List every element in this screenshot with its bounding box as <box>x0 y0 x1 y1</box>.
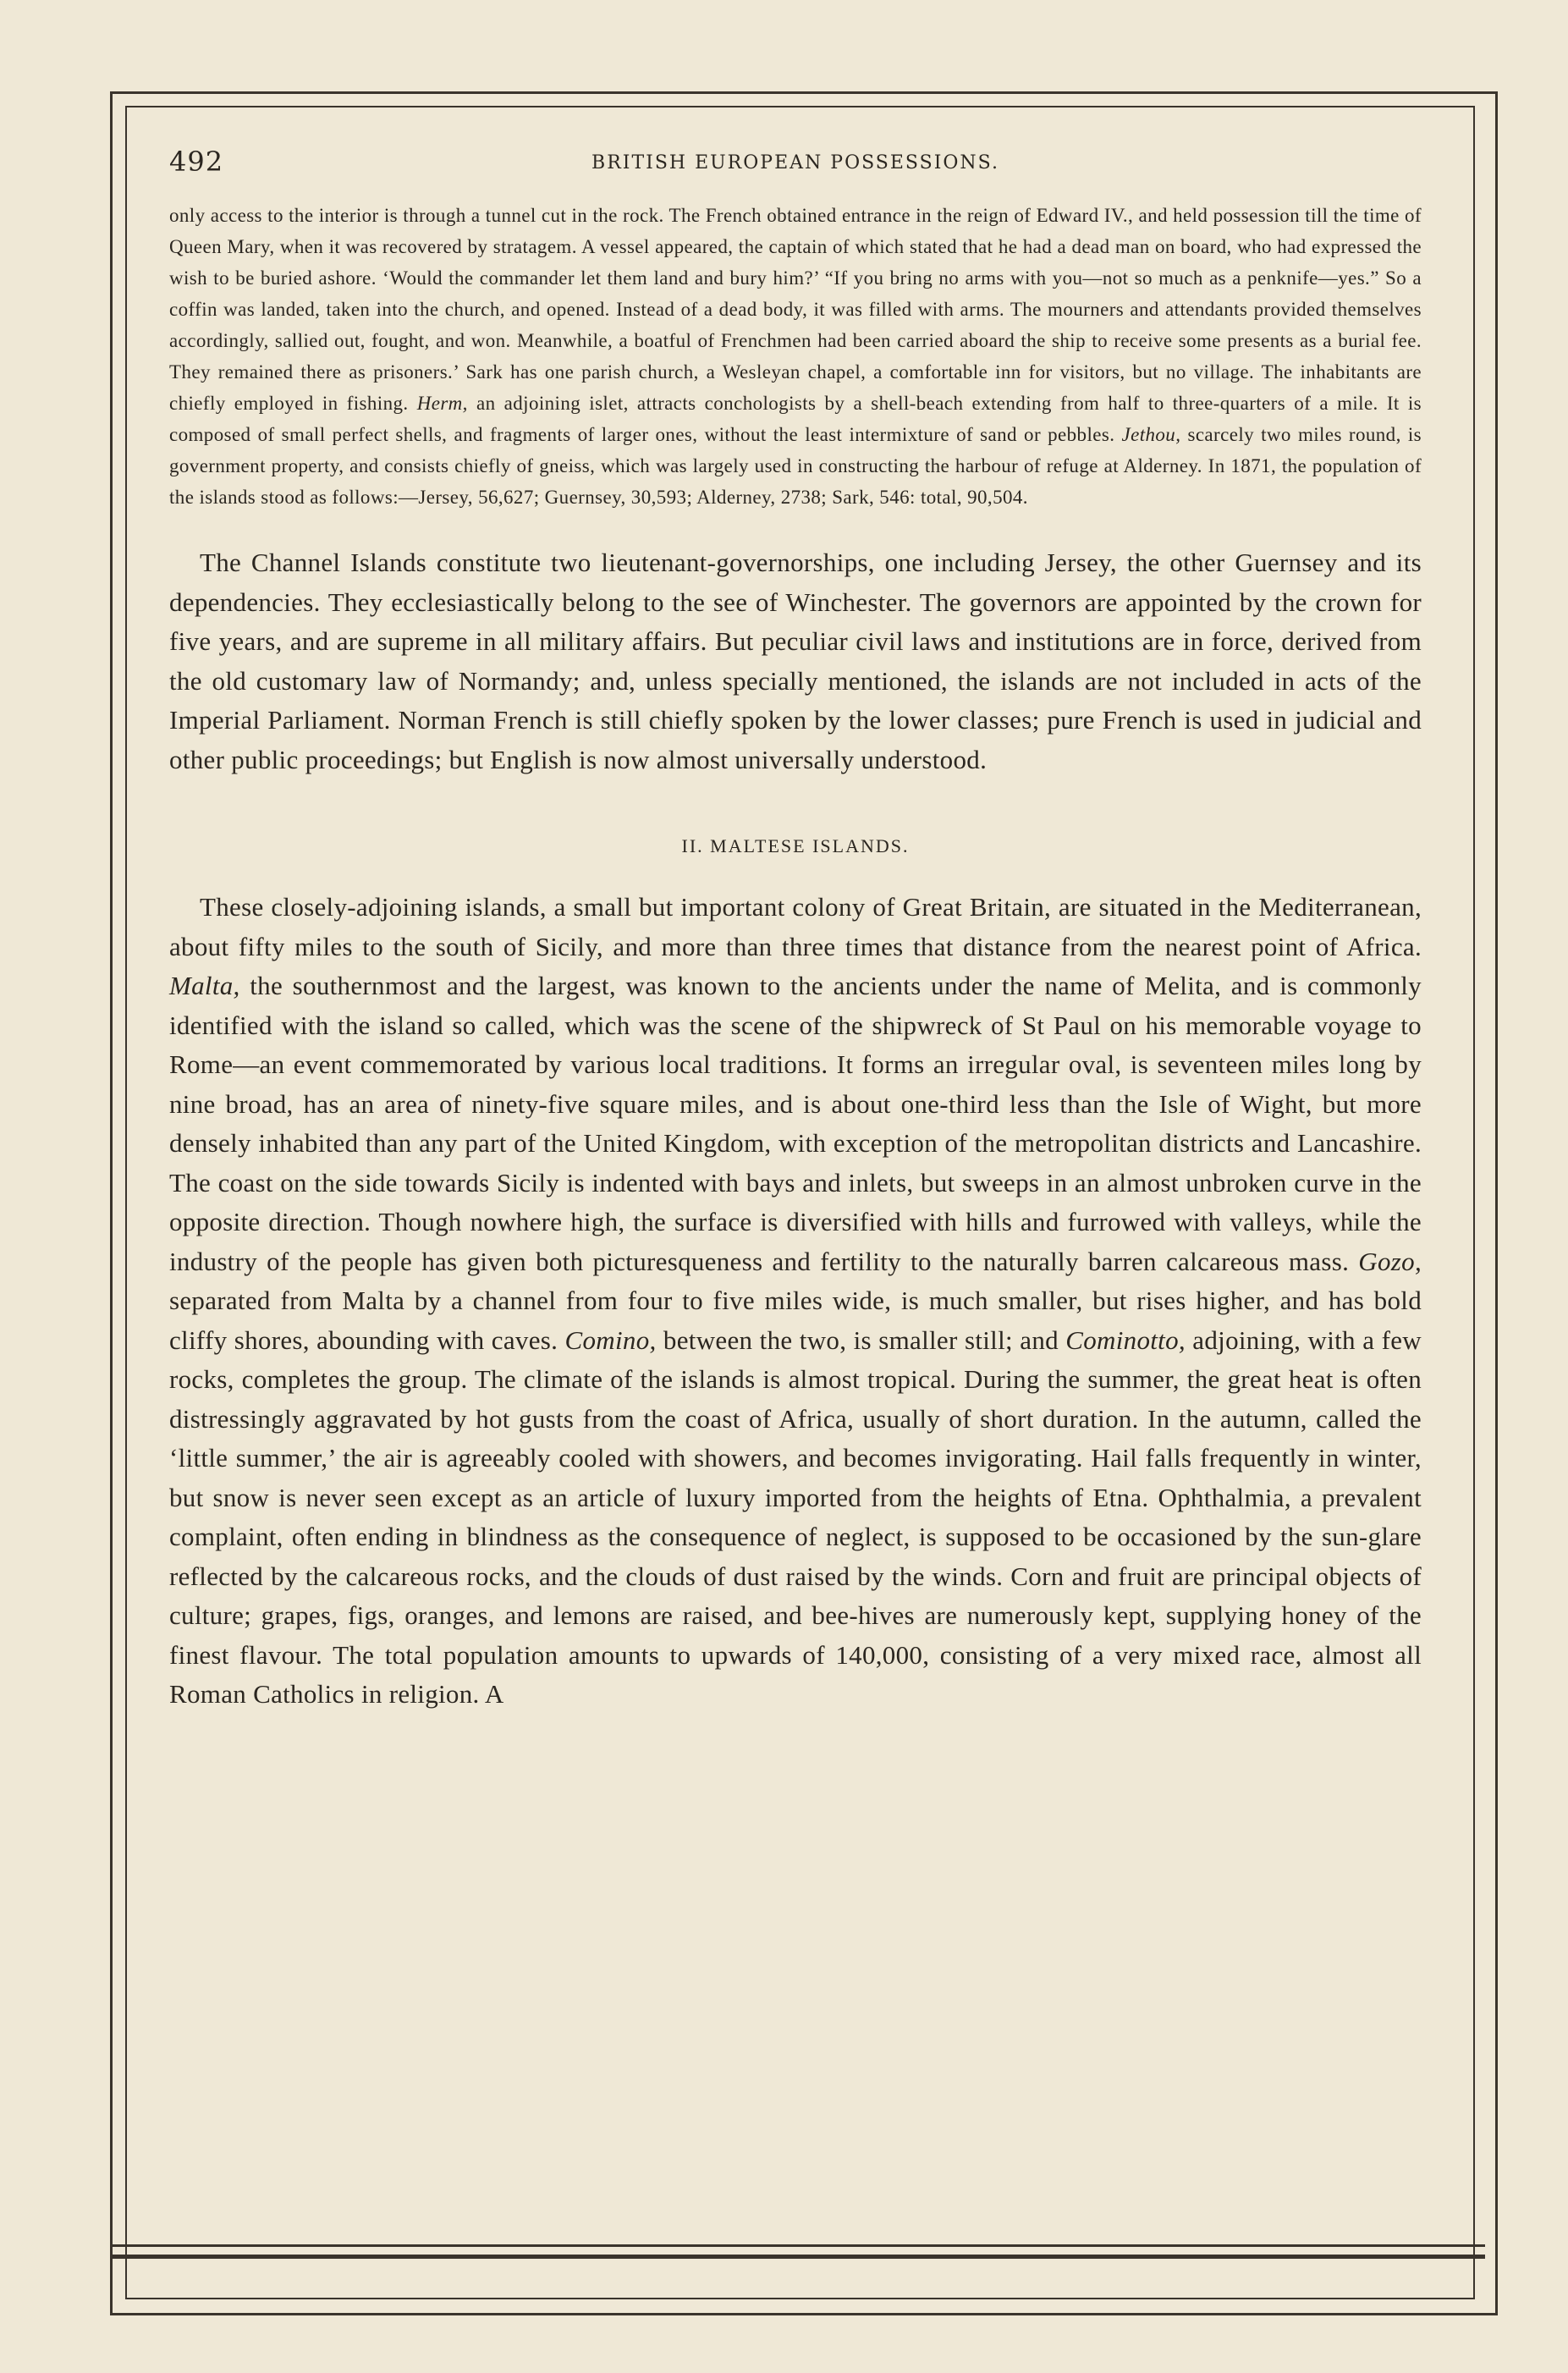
section-heading: II. MALTESE ISLANDS. <box>681 835 910 856</box>
herm-italic: Herm, <box>416 393 468 414</box>
small-paragraph-text-3: scarcely two miles round, is government property, and consists chiefly of gneiss, which was largely used in constructing the harbour of refuge at Alderney. In 1871, the population of the islands stood as follows:—Jersey, 56,627; Guernsey, 30,593; Alderney, 2738; Sark, 546: total, 90,504. <box>169 424 1422 508</box>
maltese-text-3: separated from Malta by a channel from four to five miles wide, is much smaller, but rises higher, and has bold cliffy shores, abounding with caves. <box>169 1286 1422 1355</box>
jethou-italic: Jethou, <box>1121 424 1181 445</box>
cominotto-italic: Cominotto, <box>1065 1324 1186 1355</box>
running-head <box>169 146 1422 183</box>
malta-italic: Malta, <box>169 971 240 1000</box>
maltese-islands-paragraph <box>169 888 1422 1715</box>
channel-islands-paragraph: The Channel Islands constitute two lieutenant-governorships, one including Jersey, the other Guernsey and its dependencies. They ecclesiastically belong to the see of Winchester. The governors are appointed by the crown for five years, and are supreme in all military affairs. But peculiar civil laws and institutions are in force, derived from the old customary law of Normandy; and, unless specially mentioned, the islands are not included in acts of the Imperial Parliament. Norman French is still chiefly spoken by the lower classes; pure French is used in judicial and other public proceedings; but English is now almost universally understood. <box>169 548 1422 774</box>
gozo-italic: Gozo, <box>1358 1246 1422 1276</box>
small-print-paragraph <box>169 200 1422 513</box>
comino-italic: Comino, <box>564 1324 657 1355</box>
page-content <box>169 146 1422 1715</box>
maltese-text-4: between the two, is smaller still; and <box>656 1324 1066 1355</box>
maltese-text-5: adjoining, with a few rocks, completes the group. The climate of the islands is almost tropical. During the summer, the great heat is often distressingly aggravated by hot gusts from the coast of Africa, usually of short duration. In the autumn, called the ‘little summer,’ the air is agreeably cooled with showers, and becomes invigorating. Hail falls frequently in winter, but snow is never seen except as an article of luxury imported from the heights of Etna. Ophthalmia, a prevalent complaint, often ending in blindness as the consequence of neglect, is supposed to be occasioned by the sun-glare reflected by the calcareous rocks, and the clouds of dust raised by the winds. Corn and fruit are principal objects of culture; grapes, figs, oranges, and lemons are raised, and bee-hives are numerously kept, supplying honey of the finest flavour. The total population amounts to upwards of 140,000, consisting of a very mixed race, almost all Roman Catholics in religion. A <box>169 1324 1422 1709</box>
bottom-rule <box>110 2244 1485 2247</box>
page-number: 492 <box>169 146 224 178</box>
small-paragraph-text-1: only access to the interior is through a tunnel cut in the rock. The French obtained entrance in the reign of Edward IV., and held possession till the time of Queen Mary, when it was recovered by stratagem. A vessel appeared, the captain of which stated that he had a dead man on board, who had expressed the wish to be buried ashore. ‘Would the commander let them land and bury him?’ “If you bring no arms with you—not so much as a penknife—yes.” So a coffin was landed, taken into the church, and opened. Instead of a dead body, it was filled with arms. The mourners and attendants provided themselves accordingly, sallied out, fought, and won. Meanwhile, a boatful of Frenchmen had been carried aboard the ship to receive some presents as a burial fee. They remained there as prisoners.’ Sark has one parish church, a Wesleyan chapel, a comfortable inn for visitors, but no village. The inhabitants are chiefly employed in fishing. <box>169 205 1422 414</box>
maltese-text-2: the southernmost and the largest, was known to the ancients under the name of Melita, and is commonly identified with the island so called, which was the scene of the shipwreck of St Paul on his memorable voyage to Rome—an event commemorated by various local traditions. It forms an irregular oval, is seventeen miles long by nine broad, has an area of ninety-five square miles, and is about one-third less than the Isle of Wight, but more densely inhabited than any part of the United Kingdom, with exception of the metropolitan districts and Lancashire. The coast on the side towards Sicily is indented with bays and inlets, but sweeps in an almost unbroken curve in the opposite direction. Though nowhere high, the surface is diversified with hills and furrowed with valleys, while the industry of the people has given both picturesqueness and fertility to the naturally barren calcareous mass. <box>169 971 1422 1276</box>
running-title: BRITISH EUROPEAN POSSESSIONS. <box>591 152 999 173</box>
bottom-rule-thick <box>110 2255 1485 2259</box>
small-paragraph-text-2: an adjoining islet, attracts conchologists by a shell-beach extending from half to three-quarters of a mile. It is composed of small perfect shells, and fragments of larger ones, without the least intermixture of sand or pebbles. <box>169 393 1422 445</box>
maltese-text-1: These closely-adjoining islands, a small but important colony of Great Britain, are situated in the Mediterranean, about fifty miles to the south of Sicily, and more than three times that distance from the nearest point of Africa. <box>169 892 1422 961</box>
